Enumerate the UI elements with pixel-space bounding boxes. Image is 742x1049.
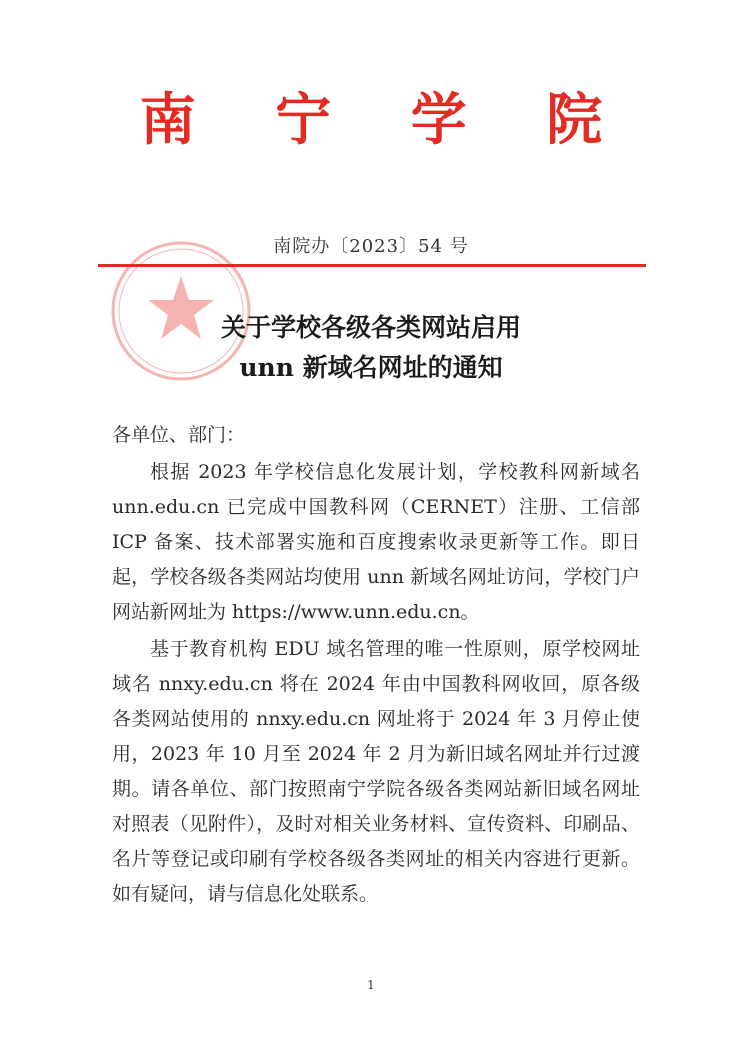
notice-title-line-2: unn 新域名网址的通知	[239, 353, 503, 382]
body-paragraph-2: 基于教育机构 EDU 域名管理的唯一性原则，原学校网址域名 nnxy.edu.cn 将在 2024 年由中国教科网收回，原各级各类网站使用的 nnxy.edu.cn 网址将于 2024 年 3 月停止使用，2023 年 10 月至 2024 年 2 月为新旧域名网址并行过渡期。请各单位、部门按照南宁学院各级各类网站新旧域名网址对照表（见附件），及时对相关业务材料、宣传资料、印刷品、名片等登记或印刷有学校各级各类网址的相关内容进行更新。如有疑问，请与信息化处联系。	[112, 638, 640, 905]
salutation: 各单位、部门：	[112, 424, 246, 446]
page-number: 1	[367, 978, 375, 992]
notice-body	[112, 418, 640, 914]
notice-title	[0, 308, 742, 388]
document-number: 南院办〔2023〕54 号	[273, 236, 469, 257]
masthead-title: 南 宁 学 院	[139, 87, 633, 153]
body-paragraph-1: 根据 2023 年学校信息化发展计划，学校教科网新域名 unn.edu.cn 已完成中国教科网（CERNET）注册、工信部 ICP 备案、技术部署实施和百度搜索收录更新等工作。即日起，学校各级各类网站均使用 unn 新域名网址访问，学校门户网站新网址为 https://www.unn.edu.cn。	[112, 461, 640, 623]
notice-title-line-1: 关于学校各级各类网站启用	[220, 313, 521, 342]
